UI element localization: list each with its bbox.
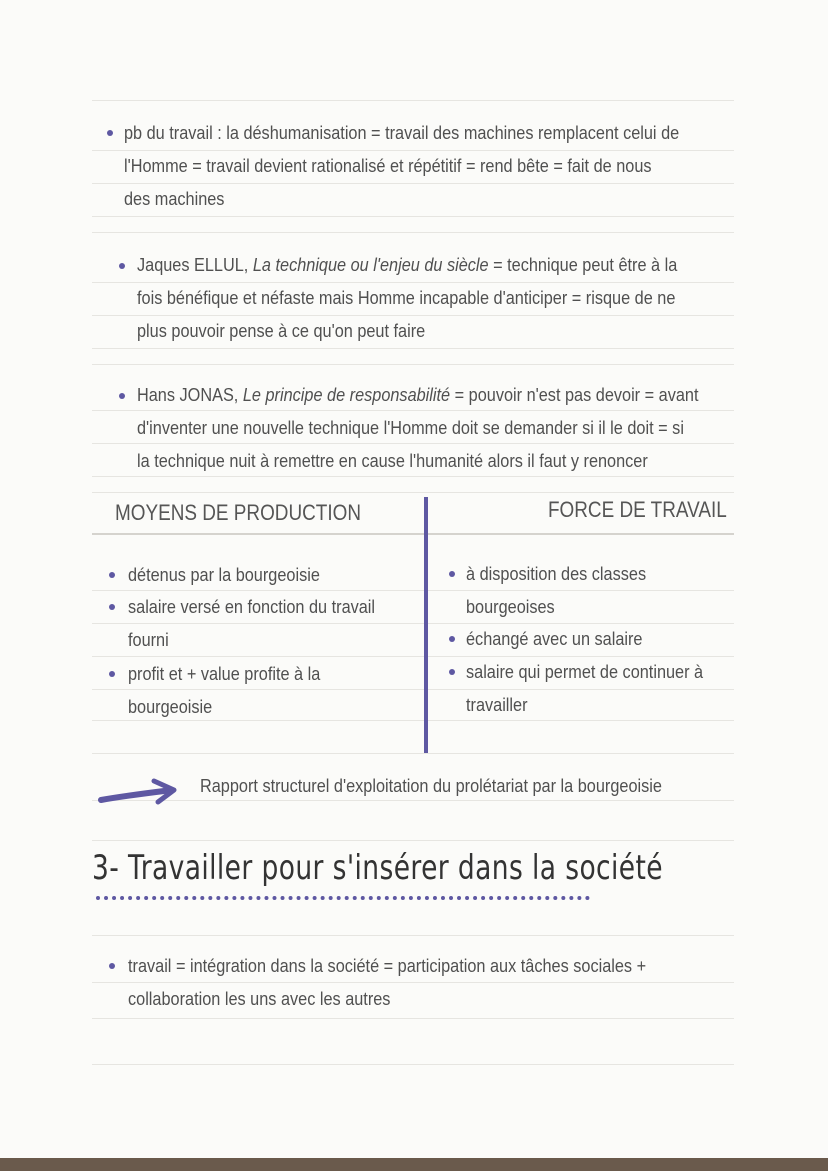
ruled-line (92, 753, 734, 754)
table-column-divider (424, 497, 428, 753)
title-dotted-underline (96, 896, 590, 900)
arrow-right-icon (98, 778, 182, 808)
work-title-ellul: La technique ou l'enjeu du siècle (252, 254, 489, 275)
ruled-line (92, 232, 734, 233)
bullet-dot (449, 571, 455, 577)
bullet-2-line-1 (137, 248, 677, 281)
right-item-3-line-2: travailler (466, 694, 528, 715)
section-title: 3- Travailler pour s'insérer dans la société (92, 848, 663, 888)
arrow-note: Rapport structurel d'exploitation du prolétariat par la bourgeoisie (200, 775, 662, 796)
table-header-divider-left (92, 533, 424, 535)
bullet-dot (109, 604, 115, 610)
ruled-line (92, 935, 734, 936)
bullet-dot (449, 636, 455, 642)
ruled-line (92, 216, 734, 217)
bullet-1-line-1: pb du travail : la déshumanisation = travail des machines remplacent celui de (124, 122, 680, 143)
bullet-dot (119, 393, 125, 399)
right-item-2-line-1: échangé avec un salaire (466, 628, 643, 649)
right-item-3-line-1: salaire qui permet de continuer à (466, 661, 704, 682)
left-item-3-line-1: profit et + value profite à la (128, 663, 321, 684)
ruled-line (92, 100, 734, 101)
bottom-bullet-line-2: collaboration les uns avec les autres (128, 988, 391, 1009)
bullet-2-line-1-rest: = technique peut être à la (493, 254, 678, 275)
bullet-dot (107, 130, 113, 136)
author-ellul: Jaques ELLUL, (137, 254, 249, 275)
work-title-jonas: Le principe de responsabilité (242, 384, 451, 405)
author-jonas: Hans JONAS, (137, 384, 239, 405)
left-item-1-line-1: détenus par la bourgeoisie (128, 564, 320, 585)
ruled-line (92, 840, 734, 841)
bullet-1-line-2: l'Homme = travail devient rationalisé et répétitif = rend bête = fait de nous (124, 155, 652, 176)
bullet-dot (449, 669, 455, 675)
bullet-dot (119, 263, 125, 269)
bullet-dot (109, 572, 115, 578)
right-item-1-line-2: bourgeoises (466, 596, 555, 617)
bullet-2-line-2: fois bénéfique et néfaste mais Homme incapable d'anticiper = risque de ne (137, 287, 676, 308)
ruled-line (92, 1018, 734, 1019)
table-header-divider-right (428, 533, 734, 535)
table-header-left: MOYENS DE PRODUCTION (115, 500, 361, 525)
bullet-dot (109, 671, 115, 677)
left-item-2-line-2: fourni (128, 629, 169, 650)
table-header-right: FORCE DE TRAVAIL (548, 497, 727, 522)
bullet-3-line-1 (137, 378, 698, 411)
bullet-1-line-3: des machines (124, 188, 225, 209)
ruled-line (92, 1064, 734, 1065)
bottom-bullet-line-1: travail = intégration dans la société = participation aux tâches sociales + (128, 955, 647, 976)
bullet-dot (109, 963, 115, 969)
left-item-3-line-2: bourgeoisie (128, 696, 213, 717)
bullet-3-line-3: la technique nuit à remettre en cause l'humanité alors il faut y renoncer (137, 450, 648, 471)
ruled-line (92, 348, 734, 349)
left-item-2-line-1: salaire versé en fonction du travail (128, 596, 376, 617)
bullet-3-line-1-rest: = pouvoir n'est pas devoir = avant (454, 384, 699, 405)
bullet-2-line-3: plus pouvoir pense à ce qu'on peut faire (137, 320, 426, 341)
desk-edge (0, 1158, 828, 1171)
right-item-1-line-1: à disposition des classes (466, 563, 647, 584)
ruled-line (92, 492, 734, 493)
ruled-line (92, 364, 734, 365)
bullet-3-line-2: d'inventer une nouvelle technique l'Homme doit se demander si il le doit = si (137, 417, 684, 438)
